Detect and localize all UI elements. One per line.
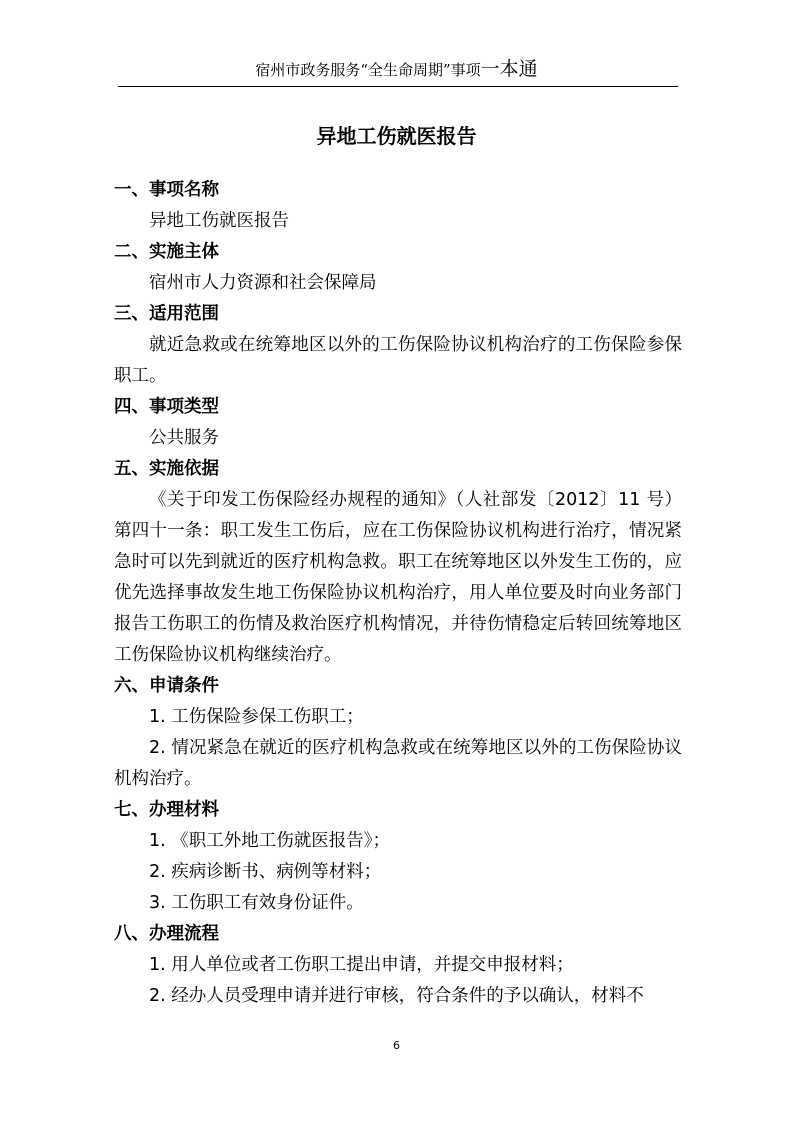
section-heading-legal-basis: 五、实施依据 bbox=[114, 459, 219, 479]
material-item: 1. 《职工外地工伤就医报告》； bbox=[149, 831, 391, 851]
header-divider bbox=[118, 86, 678, 87]
process-step: 2. 经办人员受理申请并进行审核，符合条件的予以确认，材料不 bbox=[149, 986, 644, 1006]
running-header-suffix: 一本通 bbox=[480, 58, 538, 80]
section-heading-materials: 七、办理材料 bbox=[114, 800, 219, 820]
section-heading-process: 八、办理流程 bbox=[114, 924, 219, 944]
section-body-item-name: 异地工伤就医报告 bbox=[149, 211, 289, 231]
document-title: 异地工伤就医报告 bbox=[316, 124, 477, 148]
material-item: 3. 工伤职工有效身份证件。 bbox=[149, 893, 364, 913]
section-heading-implementing-body: 二、实施主体 bbox=[114, 242, 219, 262]
document-body bbox=[114, 175, 682, 1012]
page-number: 6 bbox=[393, 1039, 400, 1052]
running-header bbox=[0, 58, 793, 81]
section-heading-scope: 三、适用范围 bbox=[114, 304, 219, 324]
section-body-item-type: 公共服务 bbox=[149, 428, 219, 448]
section-body-implementing-body: 宿州市人力资源和社会保障局 bbox=[149, 273, 377, 293]
material-item: 2. 疾病诊断书、病例等材料； bbox=[149, 862, 382, 882]
condition-item: 2. 情况紧急在就近的医疗机构急救或在统筹地区以外的工伤保险协议机构治疗。 bbox=[114, 738, 682, 789]
section-heading-item-name: 一、事项名称 bbox=[114, 180, 219, 200]
section-heading-item-type: 四、事项类型 bbox=[114, 397, 219, 417]
section-heading-conditions: 六、申请条件 bbox=[114, 676, 219, 696]
section-body-scope: 就近急救或在统筹地区以外的工伤保险协议机构治疗的工伤保险参保职工。 bbox=[114, 335, 682, 386]
section-body-legal-basis: 《关于印发工伤保险经办规程的通知》（人社部发〔2012〕11 号）第四十一条：职工发生工伤后，应在工伤保险协议机构进行治疗，情况紧急时可以先到就近的医疗机构急救。职工在统筹地区以外发生工伤的，应优先选择事故发生地工伤保险协议机构治疗，用人单位要及时向业务部门报告工伤职工的伤情及救治医疗机构情况，并待伤情稳定后转回统筹地区工伤保险协议机构继续治疗。 bbox=[114, 490, 682, 665]
process-step: 1. 用人单位或者工伤职工提出申请，并提交申报材料； bbox=[149, 955, 574, 975]
running-header-text: 宿州市政务服务“全生命周期”事项 bbox=[255, 61, 481, 79]
condition-item: 1. 工伤保险参保工伤职工； bbox=[149, 707, 364, 727]
